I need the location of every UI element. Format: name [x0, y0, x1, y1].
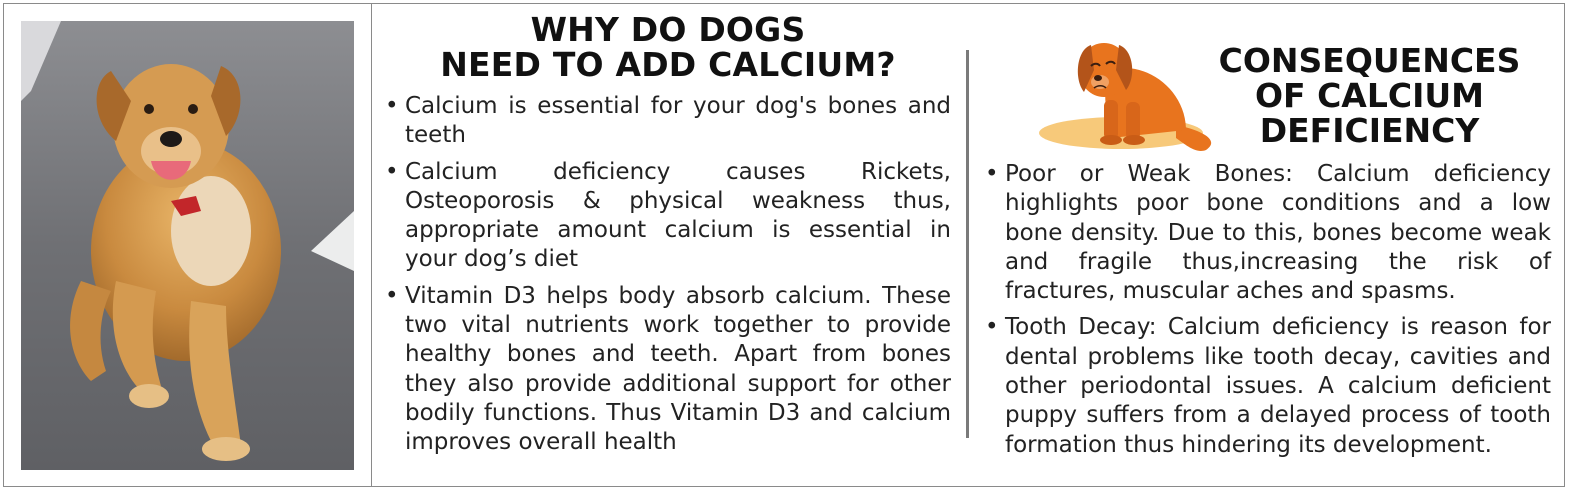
why-calcium-section — [385, 12, 951, 465]
column-divider — [966, 50, 969, 438]
list-item: • Vitamin D3 helps body absorb calcium. These two vital nutrients work together to provide healthy bones and teeth. Apart from bones they also provide additional support for other bodily functions. Thus Vitamin D3 and calcium improves overall health — [385, 282, 951, 458]
consequences-list — [985, 160, 1551, 460]
heading-line: OF CALCIUM — [1254, 76, 1484, 115]
consequences-section — [985, 160, 1551, 467]
heading-line: CONSEQUENCES — [1218, 41, 1521, 80]
list-item: • Calcium is essential for your dog's bones and teeth — [385, 92, 951, 151]
why-calcium-list — [385, 92, 951, 458]
heading-line: WHY DO DOGS — [530, 10, 806, 49]
consequences-heading — [1213, 43, 1526, 148]
heading-line: NEED TO ADD CALCIUM? — [440, 45, 896, 84]
list-item: • Tooth Decay: Calcium deficiency is reason for dental problems like tooth decay, cavities and other periodontal issues. A calcium deficient puppy suffers from a delayed process of tooth formation thus hindering its development. — [985, 313, 1551, 459]
heading-line: DEFICIENCY — [1259, 111, 1480, 150]
why-calcium-heading — [385, 12, 951, 82]
sad-dog-icon — [1036, 30, 1221, 155]
running-dog-photo — [21, 21, 354, 470]
list-item: • Calcium deficiency causes Rickets, Osteoporosis & physical weakness thus, appropriate amount calcium is essential in your dog’s diet — [385, 158, 951, 275]
photo-panel — [3, 3, 372, 487]
list-item: • Poor or Weak Bones: Calcium deficiency highlights poor bone conditions and a low bone density. Due to this, bones become weak and fragile thus,increasing the risk of fractures, muscular aches and spasms. — [985, 160, 1551, 306]
